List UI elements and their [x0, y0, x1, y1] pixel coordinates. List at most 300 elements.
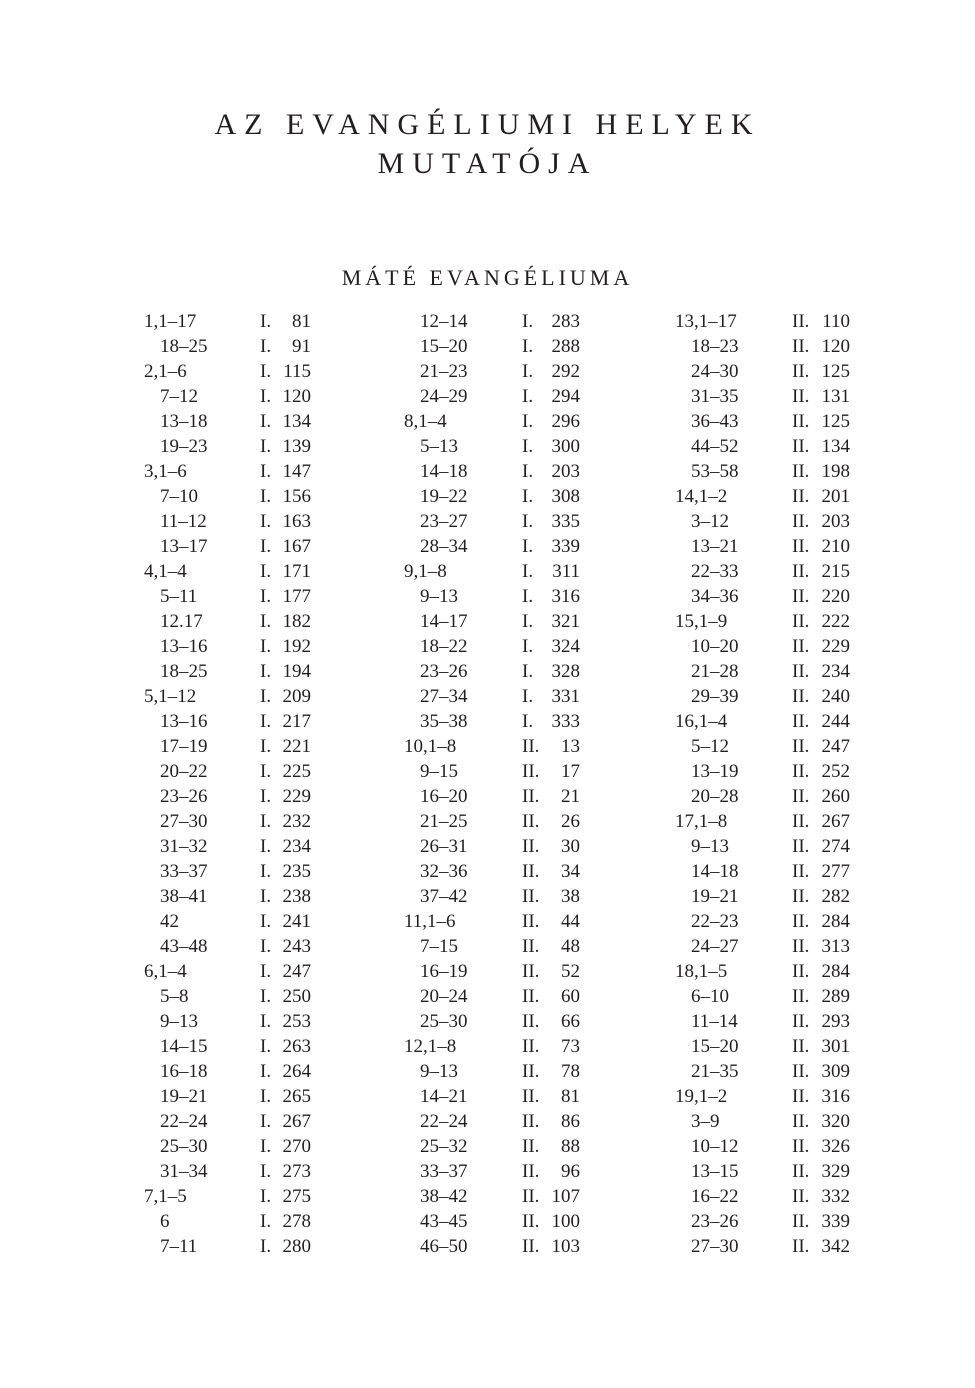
page-number: 267 [282, 1111, 311, 1132]
verse-ref: 42 [160, 911, 179, 932]
page-number: 292 [551, 361, 580, 382]
volume-number: I. [260, 836, 272, 857]
verse-ref: 38–42 [420, 1186, 468, 1207]
verse-ref: 37–42 [420, 886, 468, 907]
volume-number: II. [792, 511, 810, 532]
volume-number: II. [522, 1161, 540, 1182]
volume-number: I. [522, 486, 534, 507]
verse-ref: 28–34 [420, 536, 468, 557]
page-number: 66 [561, 1011, 580, 1032]
verse-ref: 14–18 [691, 861, 739, 882]
page-number: 201 [821, 486, 850, 507]
volume-number: II. [792, 911, 810, 932]
verse-ref: 38–41 [160, 886, 208, 907]
volume-number: I. [522, 461, 534, 482]
verse-ref: 19–22 [420, 486, 468, 507]
verse-ref: 15–20 [420, 336, 468, 357]
volume-number: I. [260, 961, 272, 982]
volume-number: II. [522, 1111, 540, 1132]
volume-number: II. [792, 736, 810, 757]
volume-number: I. [522, 661, 534, 682]
volume-number: II. [792, 886, 810, 907]
page-number: 182 [282, 611, 311, 632]
volume-number: II. [522, 986, 540, 1007]
chapter-verse-ref: 14,1–2 [675, 486, 728, 507]
page-number: 288 [551, 336, 580, 357]
verse-ref: 6 [160, 1211, 170, 1232]
page-number: 225 [282, 761, 311, 782]
verse-ref: 10–20 [691, 636, 739, 657]
page-number: 234 [282, 836, 311, 857]
verse-ref: 23–26 [420, 661, 468, 682]
page-number: 171 [282, 561, 311, 582]
page-number: 241 [282, 911, 311, 932]
page-number: 328 [551, 661, 580, 682]
volume-number: II. [522, 1211, 540, 1232]
page-number: 284 [821, 911, 850, 932]
page-number: 235 [282, 861, 311, 882]
verse-ref: 31–34 [160, 1161, 208, 1182]
verse-ref: 43–45 [420, 1211, 468, 1232]
verse-ref: 14–21 [420, 1086, 468, 1107]
page-number: 339 [821, 1211, 850, 1232]
chapter-verse-ref: 6,1–4 [144, 961, 187, 982]
page-number: 103 [551, 1236, 580, 1257]
page-number: 21 [561, 786, 580, 807]
page-number: 234 [821, 661, 850, 682]
volume-number: II. [792, 1086, 810, 1107]
volume-number: II. [522, 811, 540, 832]
volume-number: II. [792, 611, 810, 632]
verse-ref: 27–34 [420, 686, 468, 707]
page-number: 264 [282, 1061, 311, 1082]
page-number: 131 [821, 386, 850, 407]
verse-ref: 9–13 [691, 836, 729, 857]
page-number: 17 [561, 761, 580, 782]
volume-number: I. [522, 336, 534, 357]
page-number: 342 [821, 1236, 850, 1257]
volume-number: II. [792, 311, 810, 332]
page-number: 52 [561, 961, 580, 982]
page-number: 229 [821, 636, 850, 657]
volume-number: II. [522, 1036, 540, 1057]
chapter-verse-ref: 13,1–17 [675, 311, 737, 332]
verse-ref: 13–21 [691, 536, 739, 557]
page-number: 203 [821, 511, 850, 532]
volume-number: I. [260, 1086, 272, 1107]
volume-number: II. [792, 586, 810, 607]
volume-number: I. [260, 1111, 272, 1132]
page-number: 96 [561, 1161, 580, 1182]
verse-ref: 21–25 [420, 811, 468, 832]
page-number: 243 [282, 936, 311, 957]
volume-number: II. [522, 861, 540, 882]
volume-number: I. [522, 611, 534, 632]
volume-number: II. [792, 961, 810, 982]
verse-ref: 9–15 [420, 761, 458, 782]
chapter-verse-ref: 5,1–12 [144, 686, 197, 707]
volume-number: I. [260, 686, 272, 707]
verse-ref: 35–38 [420, 711, 468, 732]
verse-ref: 12–14 [420, 311, 468, 332]
verse-ref: 20–28 [691, 786, 739, 807]
verse-ref: 20–24 [420, 986, 468, 1007]
volume-number: II. [522, 786, 540, 807]
volume-number: II. [522, 1086, 540, 1107]
page-number: 120 [821, 336, 850, 357]
verse-ref: 26–31 [420, 836, 468, 857]
volume-number: I. [522, 411, 534, 432]
page-number: 260 [821, 786, 850, 807]
volume-number: II. [522, 1061, 540, 1082]
volume-number: I. [522, 436, 534, 457]
volume-number: I. [260, 936, 272, 957]
page-number: 215 [821, 561, 850, 582]
page-number: 100 [551, 1211, 580, 1232]
verse-ref: 18–23 [691, 336, 739, 357]
page-number: 267 [821, 811, 850, 832]
page-number: 34 [561, 861, 580, 882]
volume-number: I. [260, 886, 272, 907]
page-number: 280 [282, 1236, 311, 1257]
page-number: 270 [282, 1136, 311, 1157]
verse-ref: 25–30 [420, 1011, 468, 1032]
volume-number: II. [522, 761, 540, 782]
page-number: 192 [282, 636, 311, 657]
verse-ref: 3–12 [691, 511, 729, 532]
page-number: 194 [282, 661, 311, 682]
volume-number: I. [260, 436, 272, 457]
page-number: 301 [821, 1036, 850, 1057]
page-number: 274 [821, 836, 850, 857]
volume-number: II. [522, 1136, 540, 1157]
page-number: 48 [561, 936, 580, 957]
verse-ref: 14–15 [160, 1036, 208, 1057]
volume-number: I. [522, 311, 534, 332]
page-number: 167 [282, 536, 311, 557]
volume-number: I. [522, 511, 534, 532]
page-number: 277 [821, 861, 850, 882]
page-number: 38 [561, 886, 580, 907]
page-number: 44 [561, 911, 580, 932]
page-number: 78 [561, 1061, 580, 1082]
verse-ref: 33–37 [160, 861, 208, 882]
page-number: 300 [551, 436, 580, 457]
page-number: 232 [282, 811, 311, 832]
verse-ref: 22–23 [691, 911, 739, 932]
volume-number: I. [260, 1211, 272, 1232]
volume-number: II. [792, 1186, 810, 1207]
chapter-verse-ref: 17,1–8 [675, 811, 728, 832]
volume-number: I. [522, 386, 534, 407]
page-number: 250 [282, 986, 311, 1007]
page-number: 339 [551, 536, 580, 557]
volume-number: I. [522, 561, 534, 582]
verse-ref: 19–23 [160, 436, 208, 457]
volume-number: I. [260, 911, 272, 932]
verse-ref: 14–17 [420, 611, 468, 632]
page-number: 120 [282, 386, 311, 407]
page-number: 81 [292, 311, 311, 332]
page-number: 156 [282, 486, 311, 507]
page-number: 229 [282, 786, 311, 807]
volume-number: I. [260, 561, 272, 582]
verse-ref: 23–26 [691, 1211, 739, 1232]
verse-ref: 24–30 [691, 361, 739, 382]
verse-ref: 29–39 [691, 686, 739, 707]
page-number: 139 [282, 436, 311, 457]
volume-number: I. [260, 861, 272, 882]
verse-ref: 6–10 [691, 986, 729, 1007]
volume-number: I. [260, 486, 272, 507]
volume-number: I. [260, 786, 272, 807]
volume-number: II. [792, 411, 810, 432]
volume-number: II. [792, 336, 810, 357]
volume-number: I. [260, 1186, 272, 1207]
page-number: 134 [821, 436, 850, 457]
page-number: 320 [821, 1111, 850, 1132]
page-number: 335 [551, 511, 580, 532]
page-number: 324 [551, 636, 580, 657]
verse-ref: 22–33 [691, 561, 739, 582]
verse-ref: 15–20 [691, 1036, 739, 1057]
verse-ref: 16–19 [420, 961, 468, 982]
verse-ref: 23–26 [160, 786, 208, 807]
verse-ref: 22–24 [160, 1111, 208, 1132]
page-number: 263 [282, 1036, 311, 1057]
volume-number: I. [522, 711, 534, 732]
verse-ref: 19–21 [691, 886, 739, 907]
verse-ref: 22–24 [420, 1111, 468, 1132]
verse-ref: 25–32 [420, 1136, 468, 1157]
verse-ref: 32–36 [420, 861, 468, 882]
page-number: 331 [551, 686, 580, 707]
volume-number: II. [792, 1061, 810, 1082]
page-number: 73 [561, 1036, 580, 1057]
volume-number: I. [260, 661, 272, 682]
volume-number: I. [260, 1061, 272, 1082]
volume-number: I. [260, 736, 272, 757]
page-number: 265 [282, 1086, 311, 1107]
chapter-verse-ref: 11,1–6 [404, 911, 456, 932]
page-number: 91 [292, 336, 311, 357]
volume-number: I. [260, 1036, 272, 1057]
page-number: 26 [561, 811, 580, 832]
volume-number: II. [792, 786, 810, 807]
page-number: 313 [821, 936, 850, 957]
chapter-verse-ref: 4,1–4 [144, 561, 187, 582]
verse-ref: 16–18 [160, 1061, 208, 1082]
volume-number: I. [260, 1011, 272, 1032]
verse-ref: 25–30 [160, 1136, 208, 1157]
volume-number: II. [522, 936, 540, 957]
page-number: 253 [282, 1011, 311, 1032]
verse-ref: 23–27 [420, 511, 468, 532]
page-number: 240 [821, 686, 850, 707]
chapter-verse-ref: 18,1–5 [675, 961, 728, 982]
volume-number: I. [260, 361, 272, 382]
page-number: 60 [561, 986, 580, 1007]
verse-ref: 24–29 [420, 386, 468, 407]
page-number: 177 [282, 586, 311, 607]
verse-ref: 11–14 [691, 1011, 738, 1032]
page-number: 316 [821, 1086, 850, 1107]
verse-ref: 16–22 [691, 1186, 739, 1207]
volume-number: II. [792, 711, 810, 732]
volume-number: II. [792, 1036, 810, 1057]
page-number: 125 [821, 411, 850, 432]
verse-ref: 7–11 [160, 1236, 198, 1257]
volume-number: II. [522, 1186, 540, 1207]
volume-number: I. [260, 1161, 272, 1182]
chapter-verse-ref: 10,1–8 [404, 736, 457, 757]
volume-number: II. [792, 561, 810, 582]
page-number: 252 [821, 761, 850, 782]
verse-ref: 36–43 [691, 411, 739, 432]
page-number: 289 [821, 986, 850, 1007]
page-number: 238 [282, 886, 311, 907]
volume-number: II. [792, 661, 810, 682]
volume-number: I. [260, 986, 272, 1007]
page-number: 311 [552, 561, 580, 582]
volume-number: I. [260, 636, 272, 657]
volume-number: II. [522, 736, 540, 757]
page-number: 86 [561, 1111, 580, 1132]
verse-ref: 43–48 [160, 936, 208, 957]
page-number: 273 [282, 1161, 311, 1182]
verse-ref: 46–50 [420, 1236, 468, 1257]
volume-number: II. [792, 361, 810, 382]
volume-number: I. [522, 636, 534, 657]
volume-number: I. [260, 311, 272, 332]
volume-number: II. [792, 811, 810, 832]
verse-ref: 31–35 [691, 386, 739, 407]
page-number: 278 [282, 1211, 311, 1232]
verse-ref: 13–19 [691, 761, 739, 782]
page-title-line-2: MUTATÓJA [377, 147, 598, 180]
chapter-verse-ref: 7,1–5 [144, 1186, 187, 1207]
page-number: 217 [282, 711, 311, 732]
page-title-line-1: AZ EVANGÉLIUMI HELYEK [214, 108, 761, 141]
volume-number: I. [260, 586, 272, 607]
verse-ref: 18–25 [160, 336, 208, 357]
verse-ref: 21–35 [691, 1061, 739, 1082]
page-number: 13 [561, 736, 580, 757]
volume-number: I. [260, 1136, 272, 1157]
volume-number: II. [522, 1011, 540, 1032]
volume-number: II. [792, 1161, 810, 1182]
volume-number: II. [792, 836, 810, 857]
chapter-verse-ref: 2,1–6 [144, 361, 187, 382]
verse-ref: 5–11 [160, 586, 198, 607]
volume-number: II. [792, 686, 810, 707]
chapter-verse-ref: 1,1–17 [144, 311, 197, 332]
page-number: 107 [551, 1186, 580, 1207]
verse-ref: 16–20 [420, 786, 468, 807]
volume-number: II. [522, 1236, 540, 1257]
page-number: 284 [821, 961, 850, 982]
page-number: 294 [551, 386, 580, 407]
verse-ref: 31–32 [160, 836, 208, 857]
volume-number: II. [792, 986, 810, 1007]
volume-number: II. [792, 436, 810, 457]
volume-number: I. [260, 461, 272, 482]
volume-number: II. [792, 1136, 810, 1157]
verse-ref: 9–13 [420, 586, 458, 607]
verse-ref: 44–52 [691, 436, 739, 457]
volume-number: II. [792, 636, 810, 657]
verse-ref: 27–30 [691, 1236, 739, 1257]
page-number: 110 [822, 311, 850, 332]
verse-ref: 7–10 [160, 486, 198, 507]
page-number: 332 [821, 1186, 850, 1207]
volume-number: II. [792, 1011, 810, 1032]
verse-ref: 3–9 [691, 1111, 720, 1132]
page-number: 134 [282, 411, 311, 432]
volume-number: I. [522, 536, 534, 557]
page-number: 220 [821, 586, 850, 607]
page-number: 321 [551, 611, 580, 632]
verse-ref: 13–16 [160, 636, 208, 657]
volume-number: I. [260, 811, 272, 832]
page-number: 210 [821, 536, 850, 557]
page-number: 275 [282, 1186, 311, 1207]
page-number: 283 [551, 311, 580, 332]
page-number: 244 [821, 711, 850, 732]
verse-ref: 9–13 [160, 1011, 198, 1032]
verse-ref: 13–16 [160, 711, 208, 732]
volume-number: II. [792, 936, 810, 957]
volume-number: II. [792, 1236, 810, 1257]
volume-number: I. [260, 711, 272, 732]
verse-ref: 7–12 [160, 386, 198, 407]
verse-ref: 14–18 [420, 461, 468, 482]
volume-number: II. [522, 911, 540, 932]
page-number: 282 [821, 886, 850, 907]
page-number: 296 [551, 411, 580, 432]
page-number: 198 [821, 461, 850, 482]
verse-ref: 19–21 [160, 1086, 208, 1107]
volume-number: I. [522, 686, 534, 707]
verse-ref: 12.17 [160, 611, 203, 632]
page-number: 203 [551, 461, 580, 482]
page-number: 222 [821, 611, 850, 632]
verse-ref: 53–58 [691, 461, 739, 482]
volume-number: I. [522, 586, 534, 607]
verse-ref: 33–37 [420, 1161, 468, 1182]
volume-number: II. [522, 836, 540, 857]
chapter-verse-ref: 12,1–8 [404, 1036, 457, 1057]
page-number: 309 [821, 1061, 850, 1082]
volume-number: I. [260, 1236, 272, 1257]
page-number: 209 [282, 686, 311, 707]
page-number: 147 [282, 461, 311, 482]
volume-number: I. [260, 536, 272, 557]
volume-number: II. [792, 461, 810, 482]
page-number: 308 [551, 486, 580, 507]
verse-ref: 7–15 [420, 936, 458, 957]
verse-ref: 20–22 [160, 761, 208, 782]
page-number: 247 [282, 961, 311, 982]
page-number: 30 [561, 836, 580, 857]
page-number: 81 [561, 1086, 580, 1107]
page-number: 293 [821, 1011, 850, 1032]
volume-number: II. [792, 761, 810, 782]
volume-number: I. [522, 361, 534, 382]
page-number: 88 [561, 1136, 580, 1157]
verse-ref: 17–19 [160, 736, 208, 757]
chapter-verse-ref: 3,1–6 [144, 461, 187, 482]
